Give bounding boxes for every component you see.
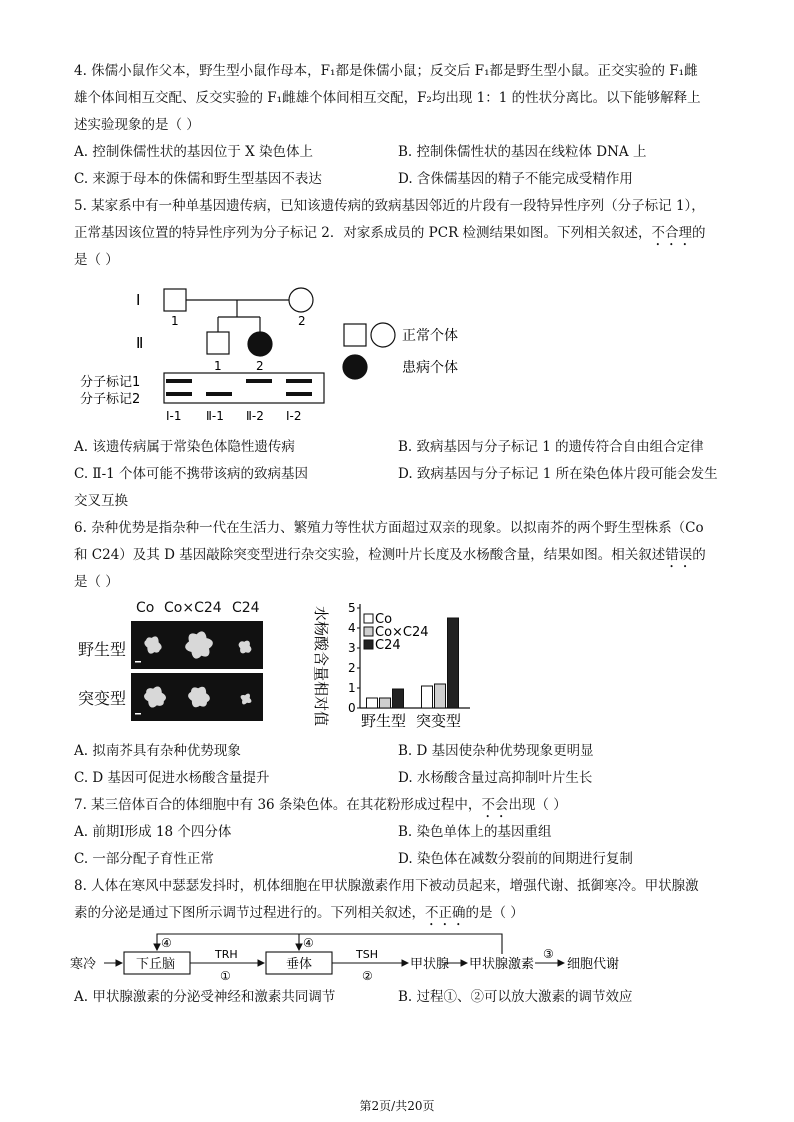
- q4-stem-line-3: 述实验现象的是（ ）: [74, 117, 200, 133]
- q4-option-b: B. 控制侏儒性状的基因在线粒体 DNA 上: [398, 144, 647, 160]
- q5-option-d-continued: 交叉互换: [74, 493, 128, 509]
- chart-ytick-label: 5: [348, 601, 356, 615]
- chart-category-label: 野生型: [361, 712, 407, 730]
- plant-photo-wildtype: [131, 621, 263, 669]
- photo-col-co: Co: [136, 600, 155, 616]
- q6-emphasis: 错误: [665, 547, 693, 563]
- gen-label-i: Ⅰ: [136, 291, 141, 309]
- pedigree-i1-number: 1: [171, 314, 179, 328]
- q8-stem-line-1: 8. 人体在寒风中瑟瑟发抖时，机体细胞在甲状腺激素作用下被动员起来，增强代谢、抵御寒冷。甲状腺激: [74, 878, 699, 894]
- lane-label-ii1: Ⅱ-1: [206, 409, 224, 423]
- q6-option-a: A. 拟南芥具有杂种优势现象: [74, 743, 241, 759]
- q7-emphasis: 不会: [481, 797, 509, 813]
- q8-option-b: B. 过程①、②可以放大激素的调节效应: [398, 989, 633, 1005]
- q7-option-c: C. 一部分配子育性正常: [74, 851, 214, 867]
- q8-emphasis: 不正确: [425, 905, 466, 921]
- chart-bar-1-2: [448, 618, 459, 708]
- band-i2-marker2: [286, 392, 312, 396]
- legend-normal-male: [344, 324, 366, 346]
- band-i1-marker2: [166, 392, 192, 396]
- flow-metabolism: 细胞代谢: [567, 957, 620, 972]
- q5-option-d: D. 致病基因与分子标记 1 所在染色体片段可能会发生: [398, 466, 718, 482]
- flow-cold: 寒冷: [70, 957, 97, 972]
- q5-stem-text: 正常基因该位置的特异性序列为分子标记 2．对家系成员的 PCR 检测结果如图。下列相关叙述，: [74, 225, 652, 241]
- lane-label-ii2: Ⅱ-2: [246, 409, 264, 423]
- q7-option-d: D. 染色体在减数分裂前的间期进行复制: [398, 851, 633, 867]
- legend-affected-label: 患病个体: [402, 360, 458, 376]
- q6-option-c: C. D 基因可促进水杨酸含量提升: [74, 770, 270, 786]
- q4-option-c: C. 来源于母本的侏儒和野生型基因不表达: [74, 171, 322, 187]
- q7-stem-tail: 出现（ ）: [508, 797, 567, 813]
- chart-legend-label: Co×C24: [375, 625, 429, 640]
- q6-stem-line-2: [74, 546, 706, 571]
- pedigree-female-ii2: [248, 332, 272, 356]
- photo-col-hybrid: Co×C24: [164, 600, 222, 616]
- flow-hormone: 甲状腺激素: [469, 957, 535, 972]
- photo-row-mutant: 突变型: [78, 689, 127, 708]
- q5-option-c: C. Ⅱ-1 个体可能不携带该病的致病基因: [74, 466, 309, 482]
- flow-pituitary: 垂体: [286, 957, 313, 972]
- chart-bar-1-1: [435, 684, 446, 708]
- lane-label-i2: Ⅰ-2: [286, 409, 302, 423]
- band-ii1-marker2: [206, 392, 232, 396]
- chart-ylabel: 水杨酸含量相对值: [312, 606, 330, 727]
- q5-stem-line-1: 5. 某家系中有一种单基因遗传病，已知该遗传病的致病基因邻近的片段有一段特异性序列（分子标记 1），: [74, 198, 705, 214]
- q5-stem-line-3: 是（ ）: [74, 252, 119, 268]
- q4-stem-line-2: 雄个体间相互交配、反交实验的 F₁雌雄个体间相互交配，F₂均出现 1：1 的性状分离比。以下能够解释上: [74, 90, 701, 106]
- q8-stem-tail: 的是（ ）: [465, 905, 524, 921]
- chart-ytick-label: 0: [348, 701, 356, 715]
- q7-option-b: B. 染色单体上的基因重组: [398, 824, 552, 840]
- chart-bar-1-0: [422, 686, 433, 708]
- flow-process-1: ①: [220, 969, 231, 983]
- q6-stem-text: 和 C24）及其 D 基因敲除突变型进行杂交实验，检测叶片长度及水杨酸含量，结果如图。相关叙述: [74, 547, 666, 563]
- chart-legend-label: Co: [375, 612, 393, 627]
- chart-legend-swatch: [364, 640, 373, 649]
- chart-category-label: 突变型: [416, 712, 462, 730]
- marker1-label: 分子标记1: [80, 375, 141, 390]
- pedigree-female-i2: [289, 288, 313, 312]
- pedigree-ii2-number: 2: [256, 359, 264, 373]
- flow-hypothalamus: 下丘脑: [136, 957, 176, 972]
- q6-stem-tail: 的: [692, 547, 706, 563]
- q5-stem-line-2: [74, 224, 706, 249]
- plant-photo-mutant: [131, 673, 263, 721]
- band-i2-marker1: [286, 379, 312, 383]
- q6-stem-line-1: 6. 杂种优势是指杂种一代在生活力、繁殖力等性状方面超过双亲的现象。以拟南芥的两个野生型株系（Co: [74, 520, 704, 536]
- q5-option-b: B. 致病基因与分子标记 1 的遗传符合自由组合定律: [398, 439, 704, 455]
- marker2-label: 分子标记2: [80, 392, 141, 407]
- chart-legend-swatch: [364, 614, 373, 623]
- flow-thyroid: 甲状腺: [410, 957, 450, 972]
- photo-row-wildtype: 野生型: [78, 640, 127, 659]
- chart-ytick-label: 4: [348, 621, 356, 635]
- chart-legend-swatch: [364, 627, 373, 636]
- q6-option-d: D. 水杨酸含量过高抑制叶片生长: [398, 770, 593, 786]
- q5-option-a: A. 该遗传病属于常染色体隐性遗传病: [74, 439, 295, 455]
- legend-normal-label: 正常个体: [402, 328, 458, 344]
- pedigree-ii1-number: 1: [214, 359, 222, 373]
- lane-label-i1: Ⅰ-1: [166, 409, 182, 423]
- q5-stem-tail: 的: [692, 225, 706, 241]
- q6-option-b: B. D 基因使杂种优势现象更明显: [398, 743, 594, 759]
- q4-option-a: A. 控制侏儒性状的基因位于 X 染色体上: [74, 144, 314, 160]
- chart-bar-0-0: [367, 698, 378, 708]
- band-i1-marker1: [166, 379, 192, 383]
- pedigree-i2-number: 2: [298, 314, 306, 328]
- flow-trh: TRH: [215, 948, 238, 961]
- flow-process-4-pituitary: ④: [303, 936, 314, 950]
- gel-box: [164, 373, 324, 403]
- band-ii2-marker1: [246, 379, 272, 383]
- q5-emphasis: 不合理: [651, 225, 693, 241]
- q4-option-d: D. 含侏儒基因的精子不能完成受精作用: [398, 171, 633, 187]
- legend-normal-female: [371, 323, 395, 347]
- q8-option-a: A. 甲状腺激素的分泌受神经和激素共同调节: [74, 989, 336, 1005]
- pedigree-male-i1: [164, 289, 186, 311]
- flow-process-3: ③: [543, 947, 554, 961]
- legend-affected-female: [343, 355, 367, 379]
- flow-process-2: ②: [362, 969, 373, 983]
- pedigree-male-ii1: [207, 332, 229, 354]
- q7-stem: [74, 796, 567, 821]
- chart-legend-label: C24: [375, 638, 401, 653]
- page-footer: 第2页/共20页: [359, 1099, 435, 1113]
- pedigree-figure: [70, 280, 490, 430]
- chart-bar-0-2: [393, 689, 404, 708]
- thyroid-regulation-flowchart: [70, 930, 670, 986]
- salicylic-acid-chart: [300, 596, 480, 736]
- chart-bar-0-1: [380, 698, 391, 708]
- q7-stem-text: 7. 某三倍体百合的体细胞中有 36 条染色体。在其花粉形成过程中，: [74, 797, 482, 813]
- flow-process-4-hypothalamus: ④: [161, 936, 172, 950]
- photo-col-c24: C24: [232, 600, 260, 616]
- chart-ytick-label: 3: [348, 641, 356, 655]
- gen-label-ii: Ⅱ: [136, 334, 144, 352]
- q4-stem-line-1: 4. 侏儒小鼠作父本，野生型小鼠作母本，F₁都是侏儒小鼠；反交后 F₁都是野生型小鼠。正交实验的 F₁雌: [74, 63, 698, 79]
- q6-stem-line-3: 是（ ）: [74, 574, 119, 590]
- q7-option-a: A. 前期Ⅰ形成 18 个四分体: [74, 824, 232, 840]
- q8-stem-line-2: [74, 904, 524, 929]
- q8-stem-text: 素的分泌是通过下图所示调节过程进行的。下列相关叙述，: [74, 905, 425, 921]
- chart-ytick-label: 2: [348, 661, 356, 675]
- chart-ytick-label: 1: [348, 681, 356, 695]
- flow-tsh: TSH: [356, 948, 378, 961]
